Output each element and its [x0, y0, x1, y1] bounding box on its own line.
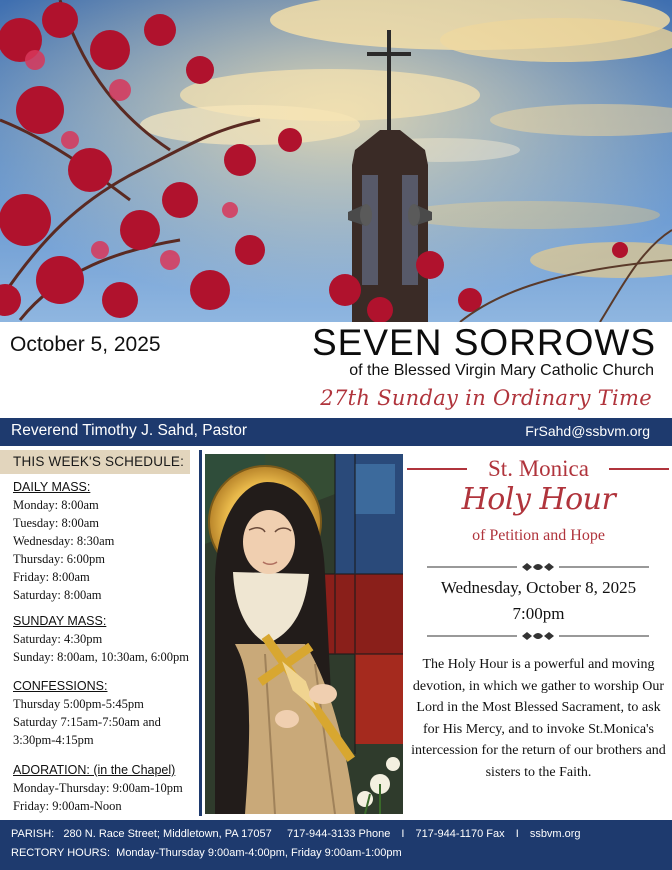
- schedule-line: Sunday: 8:00am, 10:30am, 6:00pm: [13, 650, 190, 664]
- rectory-hours-line: [11, 847, 402, 859]
- adoration-title: ADORATION: (in the Chapel): [13, 763, 176, 777]
- parish-phone[interactable]: 717-944-3133 Phone: [286, 828, 391, 840]
- holy-hour-saint: St. Monica: [488, 456, 589, 481]
- holy-hour-time: 7:00pm: [512, 604, 565, 623]
- schedule-line: Tuesday: 8:00am: [13, 516, 99, 530]
- liturgical-sunday: 27th Sunday in Ordinary Time: [320, 386, 652, 410]
- saint-illustration: [205, 454, 403, 814]
- confessions-title: CONFESSIONS:: [13, 679, 108, 693]
- flourish-divider-bottom: [427, 631, 649, 641]
- schedule-line: Friday: 8:00am: [13, 570, 90, 584]
- holy-hour-subtitle: of Petition and Hope: [472, 527, 605, 544]
- parish-address: 280 N. Race Street; Middletown, PA 17057: [63, 828, 272, 840]
- schedule-line: Saturday 7:15am-7:50am and: [13, 715, 161, 729]
- schedule-line: Saturday: 4:30pm: [13, 632, 103, 646]
- schedule-line: Monday: 8:00am: [13, 498, 99, 512]
- pastor-bar: [0, 418, 672, 446]
- parish-subtitle: of the Blessed Virgin Mary Catholic Church: [349, 362, 654, 379]
- schedule-line: Wednesday: 8:30am: [13, 534, 115, 548]
- footer-contact-line: [11, 828, 581, 840]
- schedule-line: Friday: 9:00am-Noon: [13, 799, 122, 813]
- sunday-mass-title: SUNDAY MASS:: [13, 614, 107, 628]
- bulletin-date: October 5, 2025: [10, 333, 161, 356]
- pastor-name: Reverend Timothy J. Sahd, Pastor: [11, 422, 248, 439]
- holy-hour-description: The Holy Hour is a powerful and moving devotion, in which we gather to worship Our Lord in the Most Blessed Sacrament, to ask for His Mercy, and to invoke St.Monica's intercession for the return of our brothers and sisters to the Faith.: [411, 657, 666, 780]
- schedule-heading: THIS WEEK'S SCHEDULE:: [0, 450, 190, 474]
- schedule-line: Thursday: 6:00pm: [13, 552, 106, 566]
- separator: I: [401, 828, 405, 840]
- st-monica-stained-glass: [205, 454, 403, 814]
- weekly-schedule: [0, 450, 200, 815]
- parish-name: SEVEN SORROWS: [312, 322, 656, 363]
- flourish-divider-top: [427, 562, 649, 572]
- parish-fax: 717-944-1170 Fax: [415, 828, 505, 840]
- holy-hour-announcement: [405, 450, 672, 820]
- schedule-line: 3:30pm-4:15pm: [13, 733, 94, 747]
- hero-photo: [0, 0, 672, 322]
- holy-hour-title: Holy Hour: [461, 482, 616, 517]
- parish-website-link[interactable]: ssbvm.org: [529, 828, 581, 840]
- column-divider: [199, 450, 202, 816]
- bell-tower-sky-illustration: [0, 0, 672, 322]
- separator: I: [515, 828, 519, 840]
- pastor-email-link[interactable]: FrSahd@ssbvm.org: [525, 423, 650, 439]
- schedule-line: Monday-Thursday: 9:00am-10pm: [13, 781, 183, 795]
- rectory-hours-label: RECTORY HOURS:: [11, 847, 111, 859]
- rectory-hours: Monday-Thursday 9:00am-4:00pm, Friday 9:00am-1:00pm: [116, 847, 402, 859]
- daily-mass-title: DAILY MASS:: [13, 480, 91, 494]
- schedule-line: Saturday: 8:00am: [13, 588, 102, 602]
- holy-hour-date: Wednesday, October 8, 2025: [440, 578, 637, 597]
- schedule-line: Thursday 5:00pm-5:45pm: [13, 697, 144, 711]
- footer-bar: [0, 820, 672, 870]
- parish-label: PARISH:: [11, 828, 55, 840]
